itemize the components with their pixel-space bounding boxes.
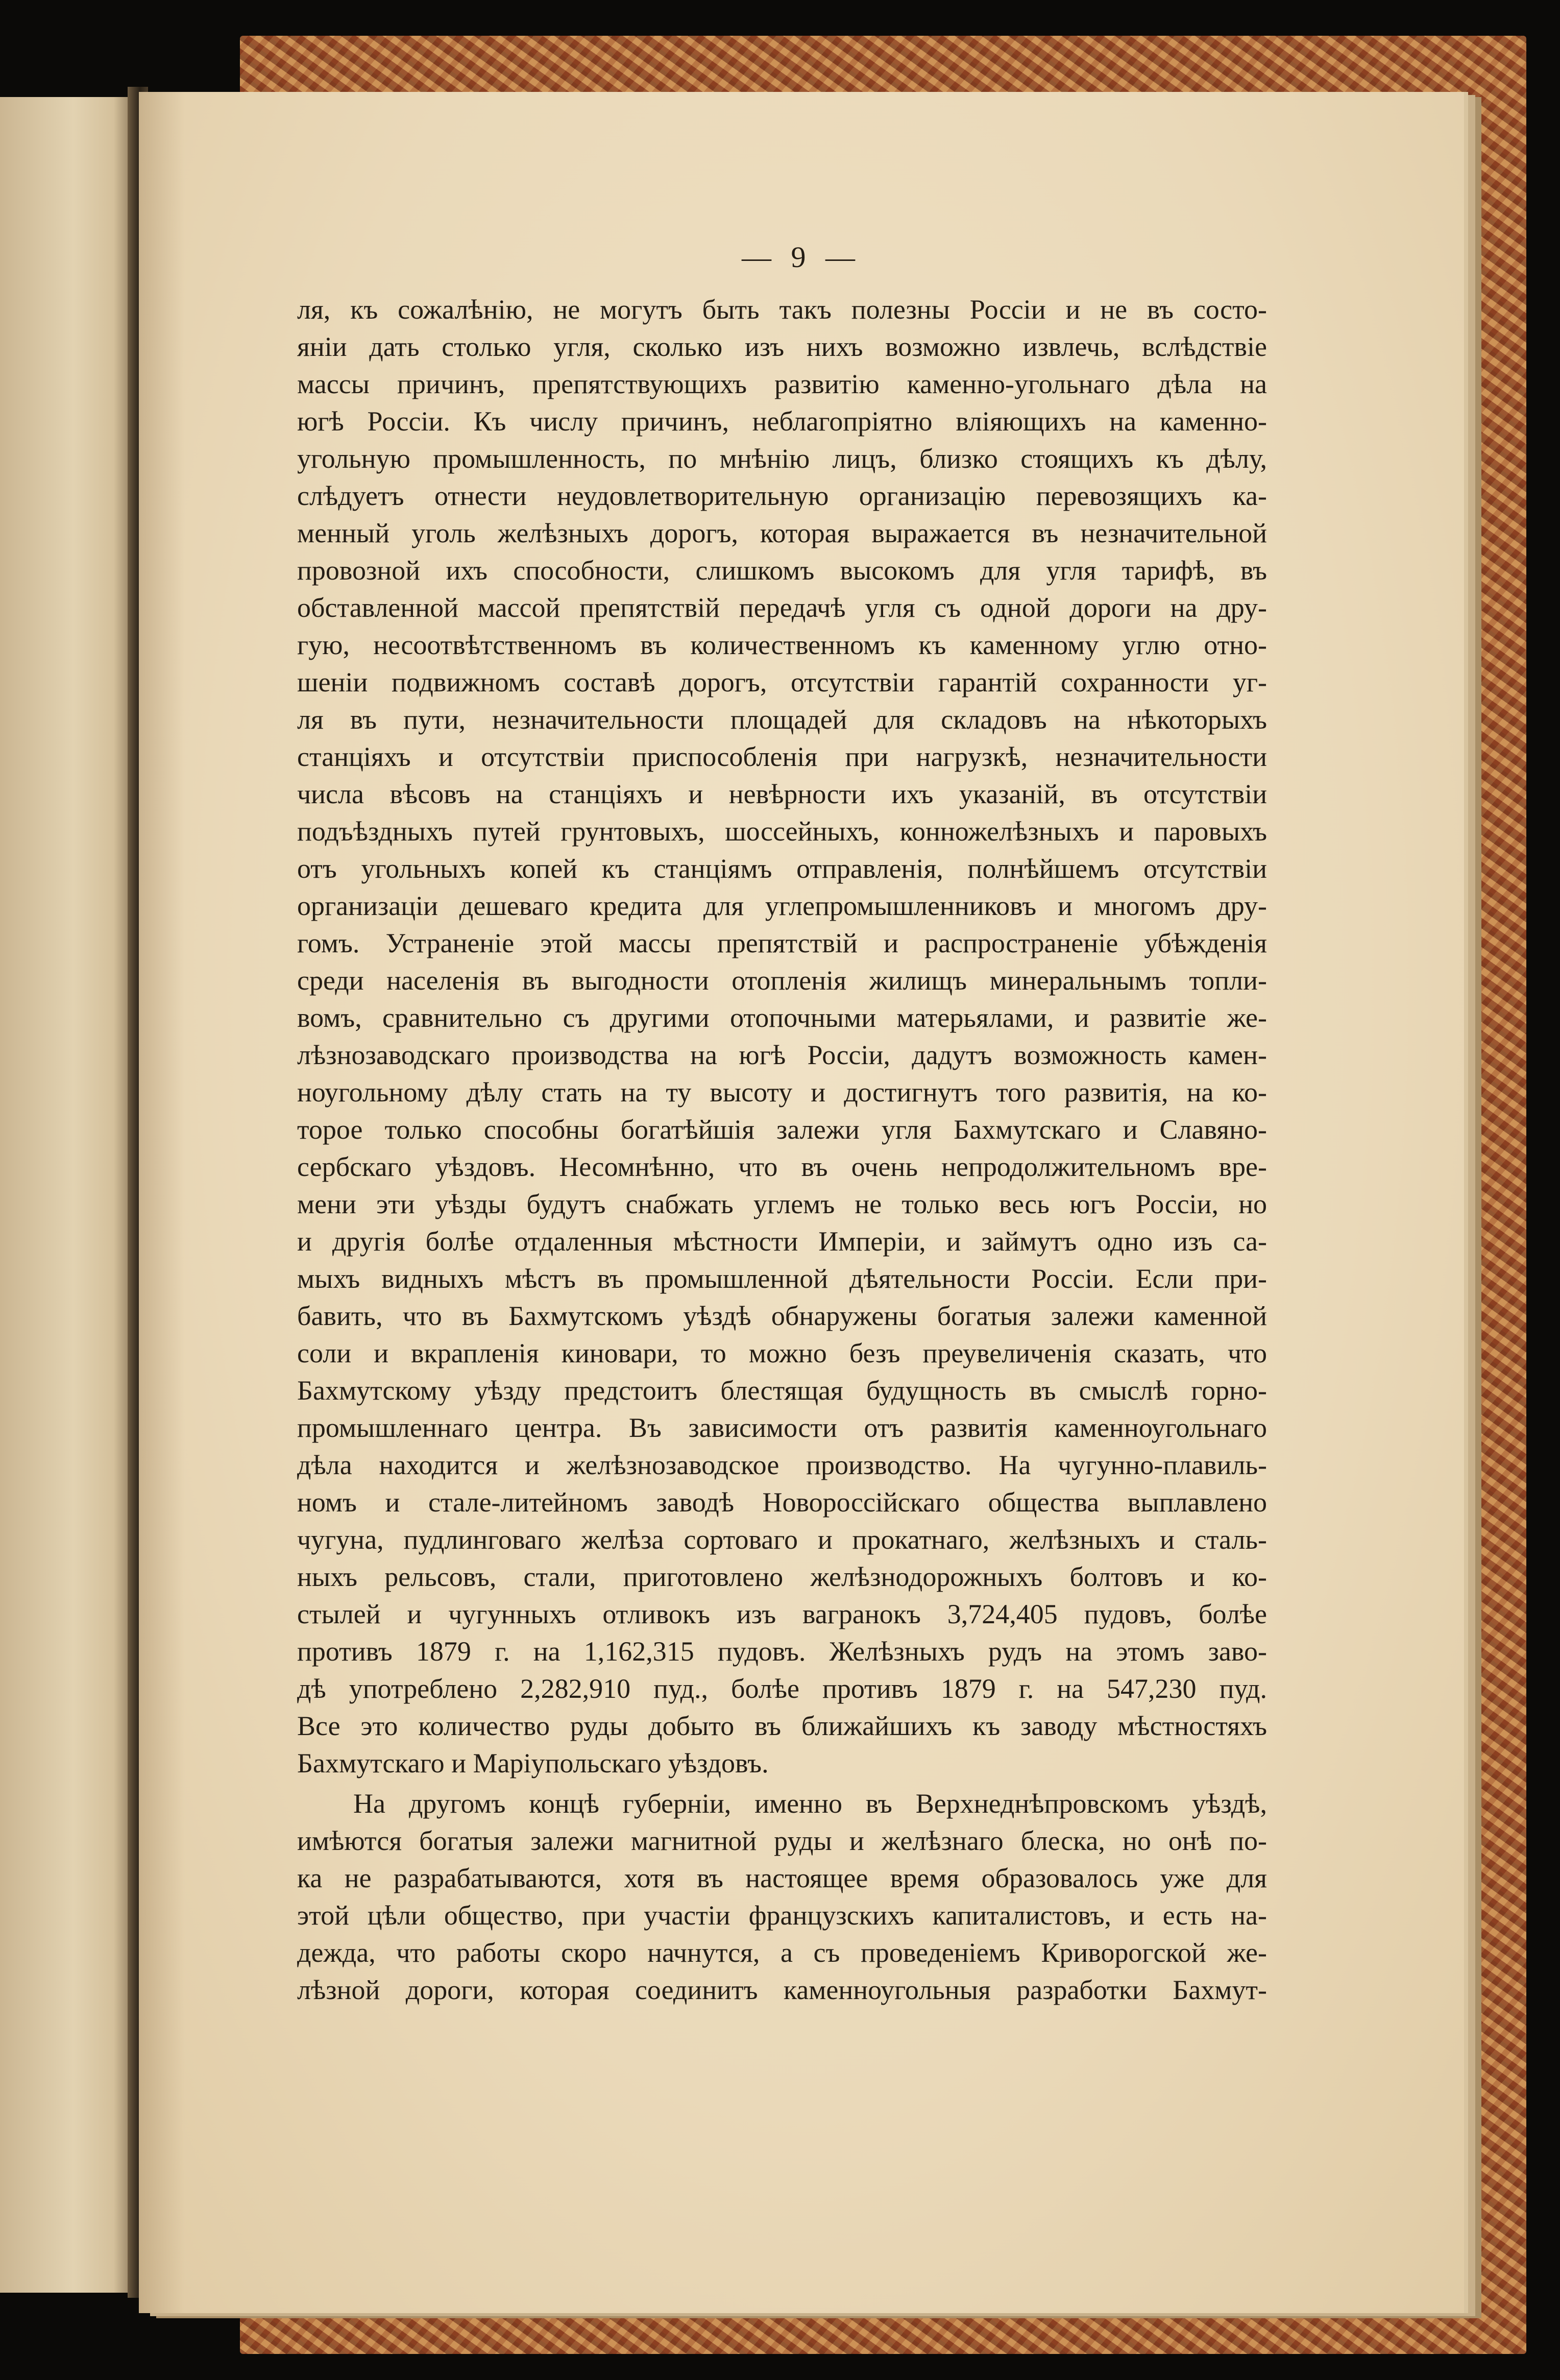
text-line: промышленнаго центра. Въ зависимости отъ развитія каменноугольнаго: [297, 1412, 1267, 1443]
text-line: Бахмутскому уѣзду предстоитъ блестящая будущность въ смыслѣ горно-: [297, 1375, 1267, 1406]
text-line: дѣла находится и желѣзнозаводское производство. На чугунно-плавиль-: [297, 1450, 1267, 1480]
text-line: ля въ пути, незначительности площадей для складовъ на нѣкоторыхъ: [297, 704, 1267, 735]
text-line: соли и вкрапленія киновари, то можно безъ преувеличенія сказать, что: [297, 1338, 1267, 1368]
text-line: слѣдуетъ отнести неудовлетворительную организацію перевозящихъ ка-: [297, 480, 1267, 511]
text-line: ка не разрабатываются, хотя въ настоящее время образовалось уже для: [297, 1863, 1267, 1893]
text-line: среди населенія въ выгодности отопленія жилищъ минеральнымъ топли-: [297, 965, 1267, 996]
text-line: стылей и чугунныхъ отливокъ изъ вагранокъ 3,724,405 пудовъ, болѣе: [297, 1599, 1267, 1629]
text-line: подъѣздныхъ путей грунтовыхъ, шоссейныхъ, конножелѣзныхъ и паровыхъ: [297, 816, 1267, 847]
text-line: провозной ихъ способности, слишкомъ высокомъ для угля тарифѣ, въ: [297, 555, 1267, 586]
text-line: отъ угольныхъ копей къ станціямъ отправленія, полнѣйшемъ отсутствіи: [297, 853, 1267, 884]
text-line: номъ и стале-литейномъ заводѣ Новороссійскаго общества выплавлено: [297, 1487, 1267, 1518]
text-line: ныхъ рельсовъ, стали, приготовлено желѣзнодорожныхъ болтовъ и ко-: [297, 1561, 1267, 1592]
text-line: угольную промышленность, по мнѣнію лицъ, близко стоящихъ къ дѣлу,: [297, 443, 1267, 474]
text-line: лѣзной дороги, которая соединитъ каменноугольныя разработки Бахмут-: [297, 1975, 1267, 2005]
text-line: ля, къ сожалѣнію, не могутъ быть такъ полезны Россіи и не въ состо-: [297, 294, 1267, 325]
text-line: менный уголь желѣзныхъ дорогъ, которая выражается въ незначительной: [297, 518, 1267, 548]
text-line: югѣ Россіи. Къ числу причинъ, неблагопріятно вліяющихъ на каменно-: [297, 406, 1267, 437]
text-line: лѣзнозаводскаго производства на югѣ Россіи, дадутъ возможность камен-: [297, 1040, 1267, 1070]
text-line: и другія болѣе отдаленныя мѣстности Имперіи, и займутъ одно изъ са-: [297, 1226, 1267, 1257]
text-line: На другомъ концѣ губерніи, именно въ Верхнеднѣпровскомъ уѣздѣ,: [353, 1788, 1267, 1819]
text-line: шеніи подвижномъ составѣ дорогъ, отсутствіи гарантій сохранности уг-: [297, 667, 1267, 698]
paragraph: [297, 291, 1267, 1782]
text-line: мыхъ видныхъ мѣстъ въ промышленной дѣятельности Россіи. Если при-: [297, 1263, 1267, 1294]
text-line: чугуна, пудлинговаго желѣза сортоваго и прокатнаго, желѣзныхъ и сталь-: [297, 1524, 1267, 1555]
text-line: сербскаго уѣздовъ. Несомнѣнно, что въ очень непродолжительномъ вре-: [297, 1151, 1267, 1182]
text-line: организаціи дешеваго кредита для углепромышленниковъ и многомъ дру-: [297, 891, 1267, 921]
text-line: вомъ, сравнительно съ другими отопочными матерьялами, и развитіе же-: [297, 1002, 1267, 1033]
book-page: [139, 92, 1464, 2313]
text-line: гую, несоотвѣтственномъ въ количественномъ къ каменному углю отно-: [297, 630, 1267, 660]
text-line: яніи дать столько угля, сколько изъ нихъ возможно извлечь, вслѣдствіе: [297, 331, 1267, 362]
text-line: ноугольному дѣлу стать на ту высоту и достигнутъ того развитія, на ко-: [297, 1077, 1267, 1108]
text-line: станціяхъ и отсутствіи приспособленія при нагрузкѣ, незначительности: [297, 741, 1267, 772]
text-line: дежда, что работы скоро начнутся, а съ проведеніемъ Криворогской же-: [297, 1937, 1267, 1968]
text-line: этой цѣли общество, при участіи французскихъ капиталистовъ, и есть на-: [297, 1900, 1267, 1931]
text-line: имѣются богатыя залежи магнитной руды и желѣзнаго блеска, но онѣ по-: [297, 1825, 1267, 1856]
page-number: — 9 —: [742, 241, 861, 274]
text-line: массы причинъ, препятствующихъ развитію каменно-угольнаго дѣла на: [297, 369, 1267, 399]
text-line: Бахмутскаго и Маріупольскаго уѣздовъ.: [297, 1748, 769, 1778]
paragraph: [297, 1785, 1267, 2009]
text-line: числа вѣсовъ на станціяхъ и невѣрности ихъ указаній, въ отсутствіи: [297, 779, 1267, 809]
text-line: мени эти уѣзды будутъ снабжать углемъ не только весь югъ Россіи, но: [297, 1189, 1267, 1219]
text-line: гомъ. Устраненіе этой массы препятствій и распространеніе убѣжденія: [297, 928, 1267, 958]
body-text: [297, 291, 1267, 2009]
text-line: торое только способны богатѣйшія залежи угля Бахмутскаго и Славяно-: [297, 1114, 1267, 1145]
text-line: Все это количество руды добыто въ ближайшихъ къ заводу мѣстностяхъ: [297, 1711, 1267, 1741]
text-line: бавить, что въ Бахмутскомъ уѣздѣ обнаружены богатыя залежи каменной: [297, 1301, 1267, 1331]
text-line: обставленной массой препятствій передачѣ угля съ одной дороги на дру-: [297, 592, 1267, 623]
left-facing-page: [0, 97, 134, 2293]
text-line: противъ 1879 г. на 1,162,315 пудовъ. Желѣзныхъ рудъ на этомъ заво-: [297, 1636, 1267, 1667]
text-line: дѣ употреблено 2,282,910 пуд., болѣе противъ 1879 г. на 547,230 пуд.: [297, 1673, 1267, 1704]
